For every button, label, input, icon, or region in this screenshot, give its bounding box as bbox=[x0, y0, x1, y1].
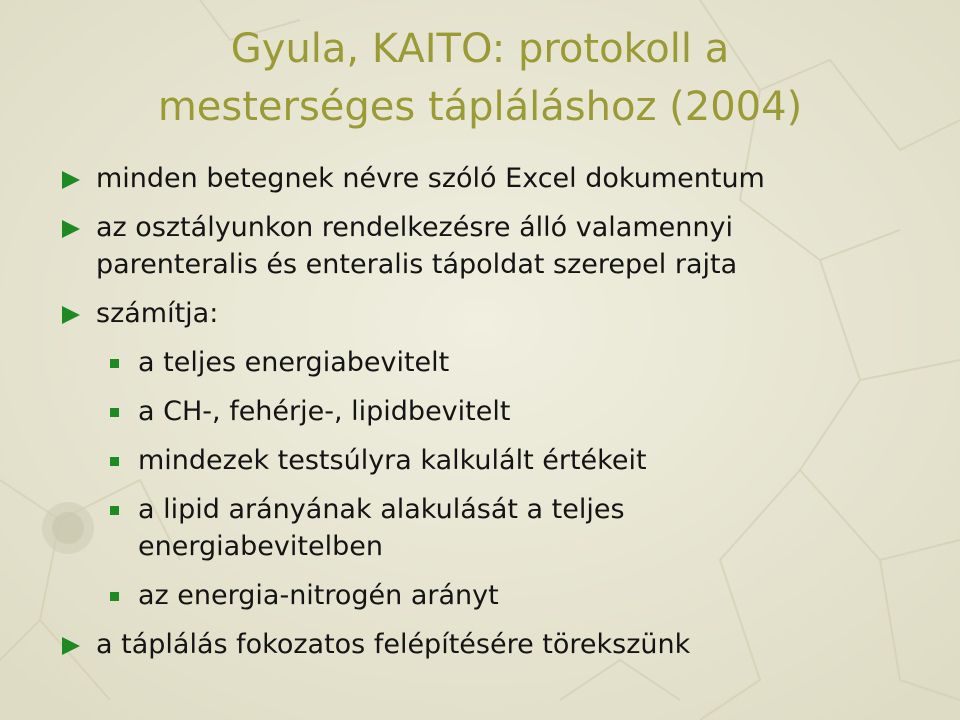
sub-list-item bbox=[110, 577, 942, 614]
list-item bbox=[62, 626, 942, 663]
list-item-text: a táplálás fokozatos felépítésére törekszünk bbox=[96, 629, 691, 660]
sub-list-item-text: a CH-, fehérje-, lipidbevitelt bbox=[138, 396, 511, 427]
arrow-bullet-icon bbox=[62, 220, 80, 238]
sub-list-item-text: mindezek testsúlyra kalkulált értékeit bbox=[138, 445, 647, 476]
sub-list-item-text: az energia-nitrogén arányt bbox=[138, 580, 499, 611]
list-item bbox=[62, 209, 942, 283]
title-line-1: Gyula, KAITO: protokoll a bbox=[230, 26, 730, 72]
list-item-text: számítja: bbox=[96, 298, 219, 329]
square-bullet-icon bbox=[110, 506, 119, 515]
sub-list-item bbox=[110, 393, 942, 430]
square-bullet-icon bbox=[110, 408, 119, 417]
list-item-text: parenteralis és enteralis tápoldat szerepel rajta bbox=[96, 249, 738, 280]
sub-list-item bbox=[110, 442, 942, 479]
sub-list-item-text: energiabevitelben bbox=[138, 531, 383, 562]
square-bullet-icon bbox=[110, 592, 119, 601]
sub-list-item-text: a teljes energiabevitelt bbox=[138, 347, 450, 378]
sub-list-item bbox=[110, 491, 942, 565]
list-item-text: minden betegnek névre szóló Excel dokumentum bbox=[96, 163, 765, 194]
arrow-bullet-icon bbox=[62, 306, 80, 324]
list-item bbox=[62, 160, 942, 197]
list-item-text: az osztályunkon rendelkezésre álló valamennyi bbox=[96, 212, 733, 243]
sub-list-item bbox=[110, 344, 942, 381]
square-bullet-icon bbox=[110, 457, 119, 466]
title-line-2: mesterséges tápláláshoz (2004) bbox=[157, 84, 803, 130]
bullet-list bbox=[62, 160, 942, 675]
sub-list-item-text: a lipid arányának alakulását a teljes bbox=[138, 494, 625, 525]
square-bullet-icon bbox=[110, 359, 119, 368]
list-item bbox=[62, 295, 942, 332]
arrow-bullet-icon bbox=[62, 637, 80, 655]
arrow-bullet-icon bbox=[62, 171, 80, 189]
slide-title bbox=[0, 20, 960, 136]
